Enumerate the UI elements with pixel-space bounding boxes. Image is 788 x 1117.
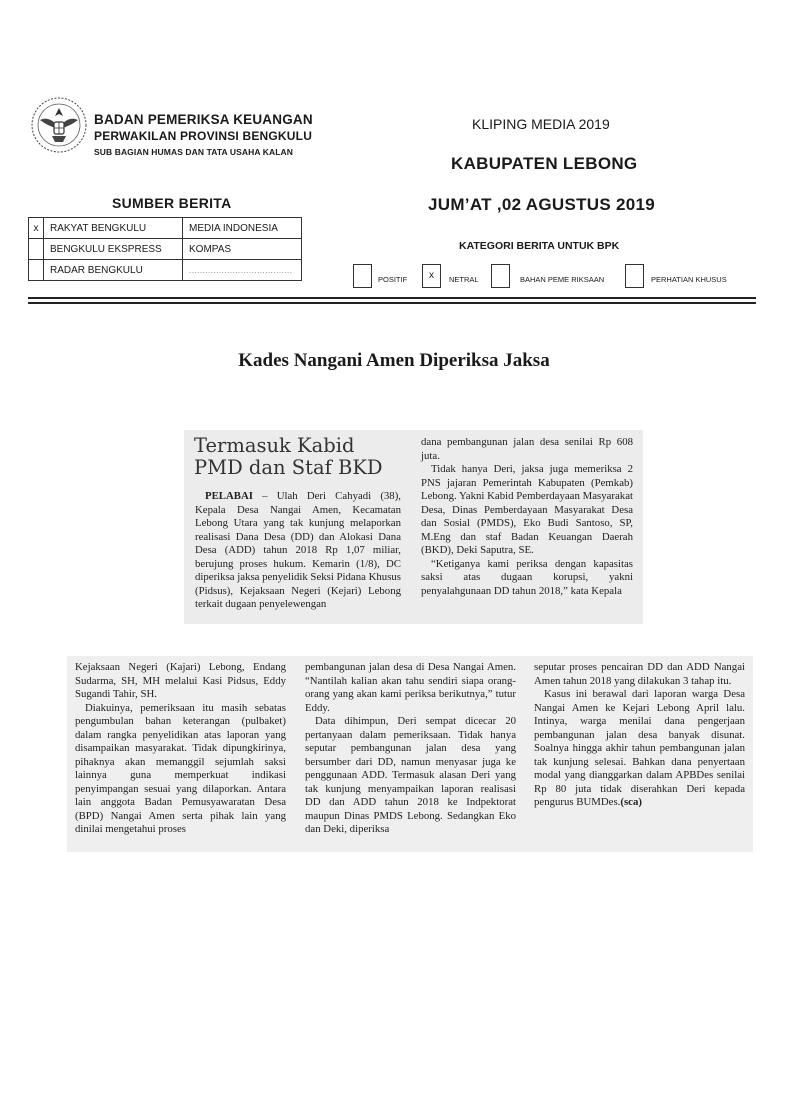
- paragraph-text: Kasus ini berawal dari laporan warga Desa Nangai Amen ke Kejari Lebong April lalu. Intinya, warga menilai dana pengerjaan pembangunan jalan desa banyak disunat. Soalnya hingga akhir tahun pembangunan jalan tak kunjung selesai. Bahkan dana penyertaan modal yang dianggarkan dalam APBDes senilai Rp 80 juta tidak diserahkan Deri kepada pengurus BUMDes.: [534, 688, 745, 808]
- category-checkbox-netral[interactable]: x: [422, 264, 441, 288]
- category-checkbox-perhatian-khusus[interactable]: [625, 264, 644, 288]
- divider: [28, 302, 756, 304]
- source-name: RAKYAT BENGKULU: [44, 218, 183, 239]
- kliping-label: KLIPING MEDIA 2019: [472, 116, 610, 132]
- clipping-column-left: [195, 490, 401, 612]
- dateline: PELABAI: [205, 490, 253, 502]
- org-division: SUB BAGIAN HUMAS DAN TATA USAHA KALAN: [94, 147, 294, 157]
- paragraph: Tidak hanya Deri, jaksa juga memeriksa 2 PNS jajaran Pemerintah Kabupaten (Pemkab) Lebong. Yakni Kabid Pemberdayaan Masyarakat Desa, Dinas Pemberdayaan Masyarakat Desa dan Sosial (PMDS), Eko Budi Santoso, SP, M.Eng dan staf Badan Keuangan Daerah (BKD), Deki Saputra, SE.: [421, 463, 633, 556]
- source-name: RADAR BENGKULU: [44, 260, 183, 281]
- source-mark: [29, 260, 44, 281]
- paragraph: pembangunan jalan desa di Desa Nangai Amen. “Nantilah kalian akan tahu sendiri siapa orang-orang yang akan kami periksa berikutnya,” tutur Eddy.: [305, 661, 516, 714]
- source-row: [29, 260, 302, 281]
- source-mark: x: [29, 218, 44, 239]
- publication-date: JUM’AT ,02 AGUSTUS 2019: [428, 195, 656, 214]
- category-label-bahan-pemeriksaan: BAHAN PEME RIKSAAN: [520, 275, 605, 284]
- category-label-positif: POSITIF: [378, 275, 408, 284]
- clipping-column-2: [305, 661, 516, 837]
- clipping-column-right: [421, 436, 633, 598]
- author-initials: (sca): [620, 796, 642, 808]
- paragraph: Kejaksaan Negeri (Kajari) Lebong, Endang Sudarma, SH, MH melalui Kasi Pidsus, Eddy Sugandi Tahir, SH.: [75, 661, 286, 700]
- divider: [28, 297, 756, 299]
- sumber-berita-heading: SUMBER BERITA: [112, 195, 232, 211]
- org-region: PERWAKILAN PROVINSI BENGKULU: [94, 129, 313, 143]
- source-table: [28, 217, 302, 281]
- category-checkbox-bahan-pemeriksaan[interactable]: [491, 264, 510, 288]
- clipping-column-1: [75, 661, 286, 837]
- paragraph: [534, 688, 745, 810]
- source-name: BENGKULU EKSPRESS: [44, 239, 183, 260]
- source-mark: [29, 239, 44, 260]
- source-name: KOMPAS: [183, 239, 302, 260]
- source-name-blank: ......................................: [183, 260, 302, 281]
- category-label-netral: NETRAL: [449, 275, 479, 284]
- paragraph: Data dihimpun, Deri sempat dicecar 20 pertanyaan dalam pemeriksaan. Tidak hanya seputar pembangunan jalan desa yang bersumber dari DD, namun menyasar juga ke penggunaan ADD. Termasuk alasan Deri yang tak kunjung menyampaikan laporan realisasi DD dan ADD tahun 2018 ke Indpektorat maupun Dinas PMDS Lebong. Sedangkan Eko dan Deki, diperiksa: [305, 715, 516, 835]
- category-label-perhatian-khusus: PERHATIAN KHUSUS: [651, 275, 727, 284]
- source-row: [29, 218, 302, 239]
- clipping-column-3: [534, 661, 745, 810]
- paragraph: dana pembangunan jalan desa senilai Rp 608 juta.: [421, 436, 633, 462]
- article-headline: Kades Nangani Amen Diperiksa Jaksa: [238, 350, 550, 371]
- paragraph: “Ketiganya kami periksa dengan kapasitas saksi atas dugaan korupsi, yakni penyalahgunaan DD tahun 2018,” kata Kepala: [421, 557, 633, 597]
- paragraph: Diakuinya, pemeriksaan itu masih sebatas pengumbulan bahan keterangan (pulbaket) dalam rangka penyelidikan atas laporan yang disampaikan masyarakat. Tidak dipungkirinya, pihaknya akan memanggil sejumlah saksi lainnya guna memperkuat indikasi penyimpangan sesuai yang dilaporkan. Antara lain anggota Badan Pemusyawaratan Desa (BPD) Nangai Amen serta pihak lain yang dinilai mengetahui proses: [75, 701, 286, 835]
- category-checkbox-positif[interactable]: [353, 264, 372, 288]
- bpk-emblem-icon: [30, 96, 88, 154]
- news-clipping-bottom: [67, 656, 753, 852]
- clipping-title-line1: Termasuk Kabid: [194, 434, 355, 457]
- news-clipping-top: [184, 430, 643, 624]
- kategori-heading: KATEGORI BERITA UNTUK BPK: [459, 240, 620, 252]
- kabupaten-label: KABUPATEN LEBONG: [451, 154, 638, 173]
- clipping-title-line2: PMD dan Staf BKD: [194, 456, 383, 479]
- source-name: MEDIA INDONESIA: [183, 218, 302, 239]
- org-name: BADAN PEMERIKSA KEUANGAN: [94, 112, 313, 127]
- source-row: [29, 239, 302, 260]
- paragraph: – Ulah Deri Cahyadi (38), Kepala Desa Nangai Amen, Kecamatan Lebong Utara yang tak kunjung melaporkan realisasi Dana Desa (DD) dan Alokasi Dana Desa (ADD) tahun 2018 Rp 1,07 miliar, berujung proses hukum. Kemarin (1/8), DC diperiksa jaksa penyelidik Seksi Pidana Khusus (Pidsus), Kejaksaan Negeri (Kejari) Lebong terkait dugaan penyelewengan: [195, 490, 402, 610]
- paragraph: seputar proses pencairan DD dan ADD Nangai Amen tahun 2018 yang dilakukan 3 tahap itu.: [534, 661, 745, 687]
